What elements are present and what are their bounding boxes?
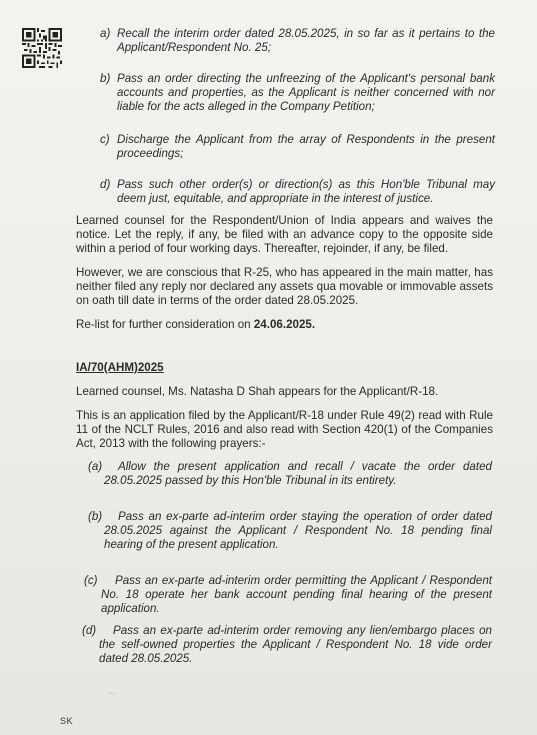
- order-paragraph: However, we are conscious that R-25, who has appeared in the main matter, has neither filed any reply nor declared any assets qua movable or immovable assets on oath till date in terms of the order dated 28.05.2025.: [76, 266, 493, 307]
- prayer-label: (d): [82, 624, 97, 637]
- qr-code-icon: [22, 28, 62, 68]
- prayer-label: a): [100, 27, 111, 40]
- prayer-text: Discharge the Applicant from the array of Respondents in the present proceedings;: [117, 133, 495, 160]
- prayer-text: Pass an order directing the unfreezing of the Applicant's personal bank accounts and properties, as the Applicant is neither concerned with nor liable for the acts alleged in the Company Petition;: [117, 72, 495, 113]
- prayer-label: c): [100, 133, 110, 146]
- prayer-label: b): [100, 72, 111, 85]
- relist-line: [76, 318, 493, 332]
- order-paragraph: Learned counsel, Ms. Natasha D Shah appears for the Applicant/R-18.: [76, 385, 439, 398]
- relist-date: 24.06.2025.: [253, 318, 316, 331]
- prayer-label: (b): [88, 510, 103, 523]
- prayer-text: Allow the present application and recall / vacate the order dated 28.05.2025 passed by this Hon'ble Tribunal in its entirety.: [104, 460, 492, 487]
- relist-text: Re-list for further consideration on: [76, 318, 254, 331]
- prayer-text: Recall the interim order dated 28.05.2025, in so far as it pertains to the Applicant/Respondent No. 25;: [117, 27, 495, 54]
- section-heading: IA/70(AHM)2025: [76, 361, 164, 374]
- prayer-text: Pass an ex-parte ad-interim order permitting the Applicant / Respondent No. 18 operate her bank account pending final hearing of the present application.: [101, 574, 492, 615]
- prayer-label: d): [100, 178, 111, 191]
- footer-initials: SK: [60, 716, 74, 726]
- ink-mark: ~·: [108, 688, 117, 698]
- prayer-label: (c): [84, 574, 98, 587]
- prayer-text: Pass an ex-parte ad-interim order removing any lien/embargo places on the self-owned properties the Applicant / Respondent No. 18 vide order dated 28.05.2025.: [99, 624, 492, 665]
- prayer-text: Pass an ex-parte ad-interim order staying the operation of order dated 28.05.2025 against the Applicant / Respondent No. 18 pending final hearing of the present application.: [104, 510, 492, 551]
- prayer-label: (a): [88, 460, 103, 473]
- prayer-text: Pass such other order(s) or direction(s) as this Hon'ble Tribunal may deem just, equitable, and appropriate in the interest of justice.: [117, 178, 495, 205]
- order-paragraph: Learned counsel for the Respondent/Union of India appears and waives the notice. Let the reply, if any, be filed with an advance copy to the opposite side within a period of four working days. Thereafter, rejoinder, if any, be filed.: [76, 214, 493, 255]
- order-paragraph: This is an application filed by the Applicant/R-18 under Rule 49(2) read with Rule 11 of the NCLT Rules, 2016 and also read with Section 420(1) of the Companies Act, 2013 with the following prayers:-: [76, 409, 493, 450]
